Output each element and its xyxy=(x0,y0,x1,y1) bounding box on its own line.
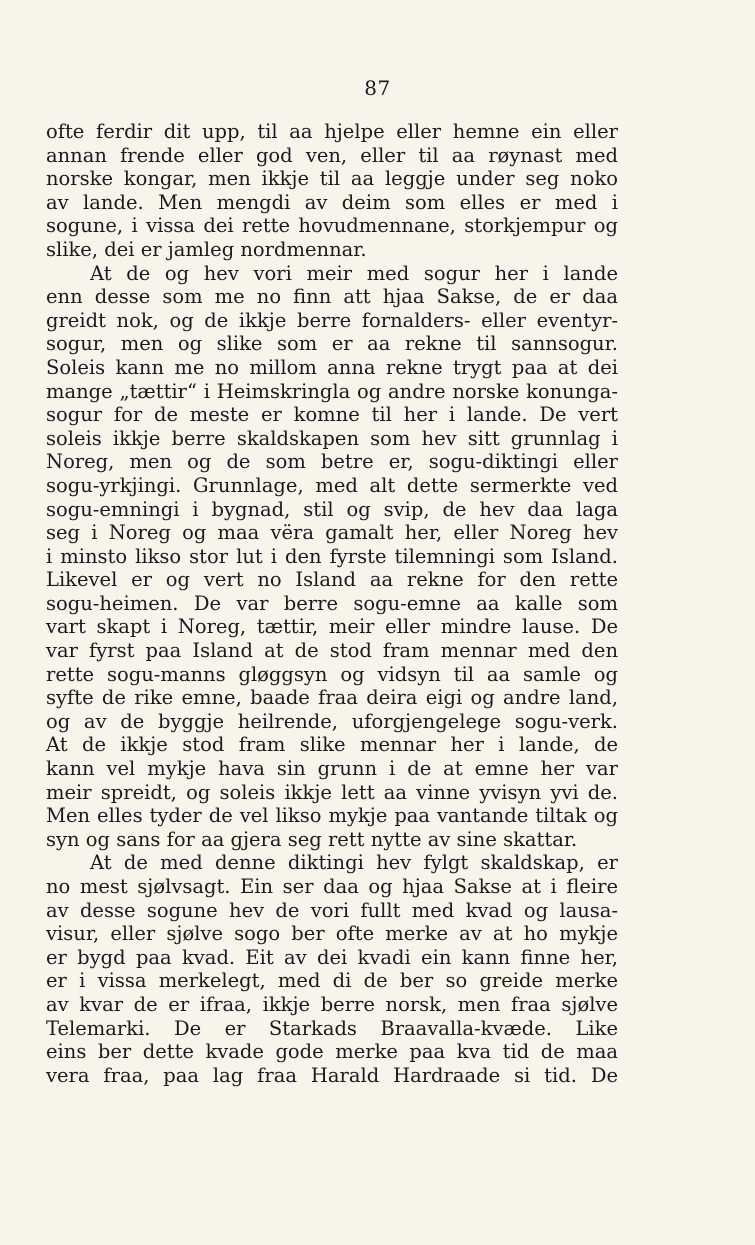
text-line: At de og hev vori meir med sogur her i lande xyxy=(90,261,618,285)
text-line: Soleis kann me no millom anna rekne trygt paa at dei xyxy=(46,355,618,379)
text-line: greidt nok, og de ikkje berre fornalders- eller eventyr- xyxy=(46,308,618,332)
text-line: av desse sogune hev de vori fullt med kvad og lausa- xyxy=(46,898,618,922)
text-line: og av de byggje heilrende, uforgjengelege sogu-verk. xyxy=(46,709,618,733)
text-line: At de med denne diktingi hev fylgt skaldskap, er xyxy=(90,851,618,875)
text-line: sogu-emningi i bygnad, stil og svip, de hev daa laga xyxy=(46,497,618,521)
page-number: 87 xyxy=(364,76,391,100)
text-line: syfte de rike emne, baade fraa deira eigi og andre land, xyxy=(46,686,618,710)
text-line: no mest sjølvsagt. Ein ser daa og hjaa Sakse at i fleire xyxy=(46,875,618,898)
text-line: sogu-heimen. De var berre sogu-emne aa kalle som xyxy=(46,591,618,615)
text-line: eins ber dette kvade gode merke paa kva tid de maa xyxy=(46,1040,618,1064)
text-line: norske kongar, men ikkje til aa leggje under seg noko xyxy=(46,167,618,191)
text-line: seg i Noreg og maa vëra gamalt her, eller Noreg hev xyxy=(46,521,618,545)
text-line: i minsto likso stor lut i den fyrste tilemningi som Island. xyxy=(46,544,618,568)
text-line: er i vissa merkelegt, med di de ber so greide merke xyxy=(46,969,618,993)
text-line: av lande. Men mengdi av deim som elles er med i xyxy=(46,190,618,214)
text-line: annan frende eller god ven, eller til aa røynast med xyxy=(46,143,618,167)
text-line: sogune, i vissa dei rette hovudmennane, storkjempur og xyxy=(46,214,618,238)
text-line: vera fraa, paa lag fraa Harald Hardraade si tid. De xyxy=(46,1063,618,1087)
text-line: Likevel er og vert no Island aa rekne for den rette xyxy=(46,568,618,592)
text-line: At de ikkje stod fram slike mennar her i lande, de xyxy=(46,733,618,757)
text-line: meir spreidt, og soleis ikkje lett aa vinne yvisyn yvi de. xyxy=(46,780,618,804)
text-line: visur, eller sjølve sogo ber ofte merke av at ho mykje xyxy=(46,922,618,946)
text-line: sogu-yrkjingi. Grunnlage, med alt dette sermerkte ved xyxy=(46,473,618,497)
text-line: mange „tættir“ i Heimskringla og andre norske konunga- xyxy=(46,379,618,403)
text-line: var fyrst paa Island at de stod fram mennar med den xyxy=(46,639,618,663)
text-line: Telemarki. De er Starkads Braavalla-kvæde. Like xyxy=(46,1016,618,1040)
text-line: sogur, men og slike som er aa rekne til sannsogur. xyxy=(46,332,618,356)
text-line: sogur for de meste er komne til her i lande. De vert xyxy=(46,403,618,427)
text-line: Men elles tyder de vel likso mykje paa vantande tiltak og xyxy=(46,804,618,828)
text-line: vart skapt i Noreg, tættir, meir eller mindre lause. De xyxy=(46,615,618,639)
text-line: ofte ferdir dit upp, til aa hjelpe eller hemne ein eller xyxy=(46,120,618,143)
body-text xyxy=(46,120,618,1087)
text-line: rette sogu-manns gløggsyn og vidsyn til aa samle og xyxy=(46,662,618,686)
text-line: enn desse som me no finn att hjaa Sakse, de er daa xyxy=(46,285,618,309)
text-line: kann vel mykje hava sin grunn i de at emne her var xyxy=(46,757,618,781)
text-line: Noreg, men og de som betre er, sogu-diktingi eller xyxy=(46,450,618,474)
text-line: soleis ikkje berre skaldskapen som hev sitt grunnlag i xyxy=(46,426,618,450)
text-line: er bygd paa kvad. Eit av dei kvadi ein kann finne her, xyxy=(46,945,618,969)
text-line: syn og sans for aa gjera seg rett nytte av sine skattar. xyxy=(46,827,578,851)
text-line: av kvar de er ifraa, ikkje berre norsk, men fraa sjølve xyxy=(46,992,618,1016)
text-line: slike, dei er jamleg nordmennar. xyxy=(46,237,367,261)
